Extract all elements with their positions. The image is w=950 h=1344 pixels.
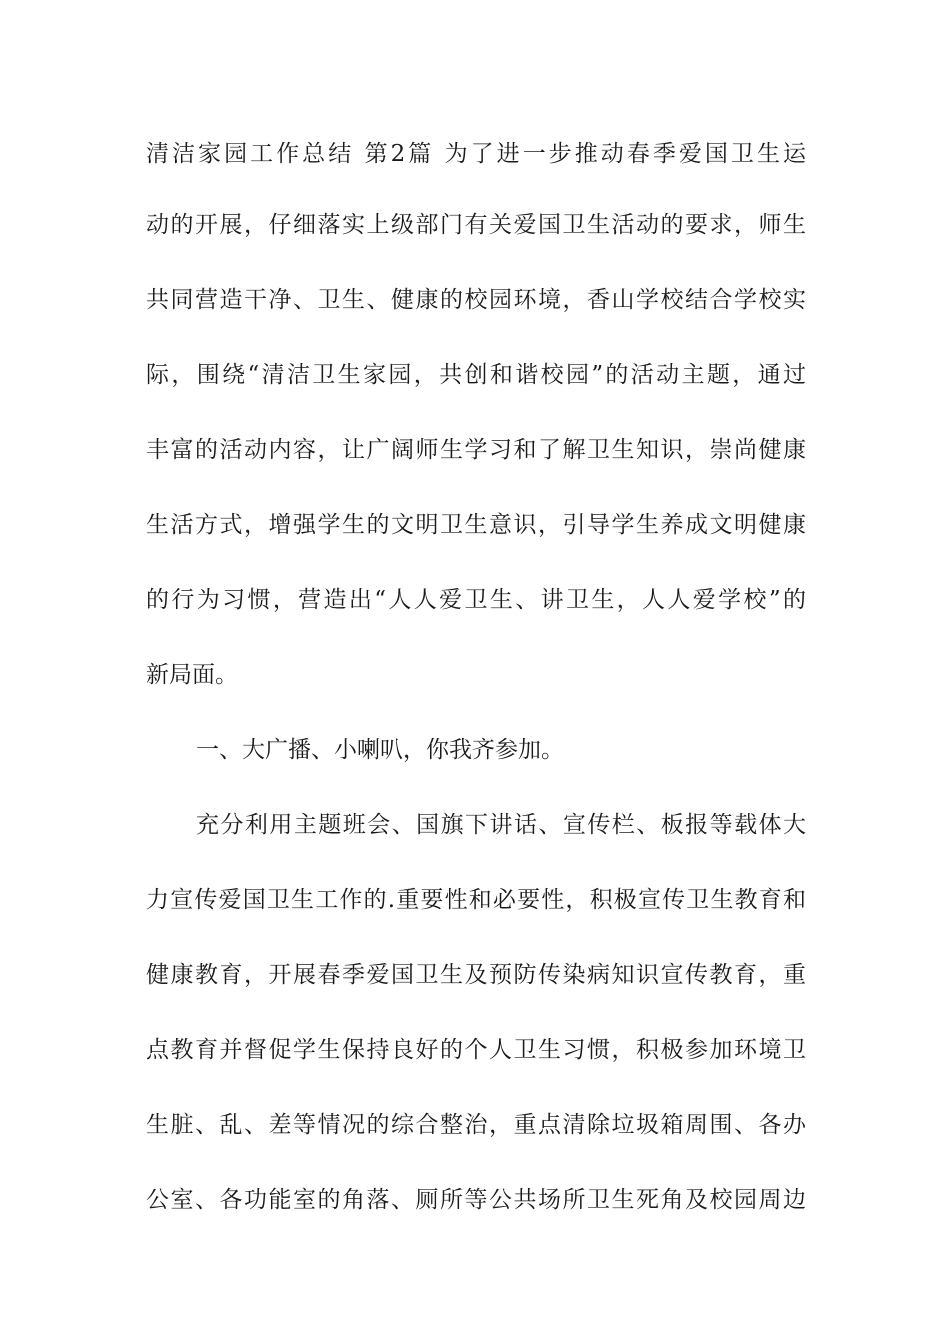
paragraph-line-1: 清洁家园工作总结 第2篇 为了进一步推动春季爱国卫生运	[146, 141, 806, 167]
paragraph-line-10: 充分利用主题班会、国旗下讲话、宣传栏、板报等载体大	[196, 812, 806, 838]
paragraph-line-8: 新局面。	[146, 662, 238, 688]
paragraph-line-15: 公室、各功能室的角落、厕所等公共场所卫生死角及校园周边	[146, 1187, 806, 1213]
paragraph-line-4: 际，围绕“清洁卫生家园，共创和谐校园”的活动主题，通过	[146, 362, 806, 388]
paragraph-line-11: 力宣传爱国卫生工作的.重要性和必要性，积极宣传卫生教育和	[146, 887, 806, 913]
paragraph-line-5: 丰富的活动内容，让广阔师生学习和了解卫生知识，崇尚健康	[146, 437, 806, 463]
paragraph-line-2: 动的开展，仔细落实上级部门有关爱国卫生活动的要求，师生	[146, 212, 806, 238]
paragraph-line-3: 共同营造干净、卫生、健康的校园环境，香山学校结合学校实	[146, 287, 806, 313]
paragraph-line-13: 点教育并督促学生保持良好的个人卫生习惯，积极参加环境卫	[146, 1037, 806, 1063]
paragraph-line-12: 健康教育，开展春季爱国卫生及预防传染病知识宣传教育，重	[146, 962, 806, 988]
paragraph-line-7: 的行为习惯，营造出“人人爱卫生、讲卫生，人人爱学校”的	[146, 587, 806, 613]
paragraph-line-6: 生活方式，增强学生的文明卫生意识，引导学生养成文明健康	[146, 512, 806, 538]
paragraph-line-14: 生脏、乱、差等情况的综合整治，重点清除垃圾箱周围、各办	[146, 1112, 806, 1138]
section-heading: 一、大广播、小喇叭，你我齐参加。	[196, 737, 564, 763]
